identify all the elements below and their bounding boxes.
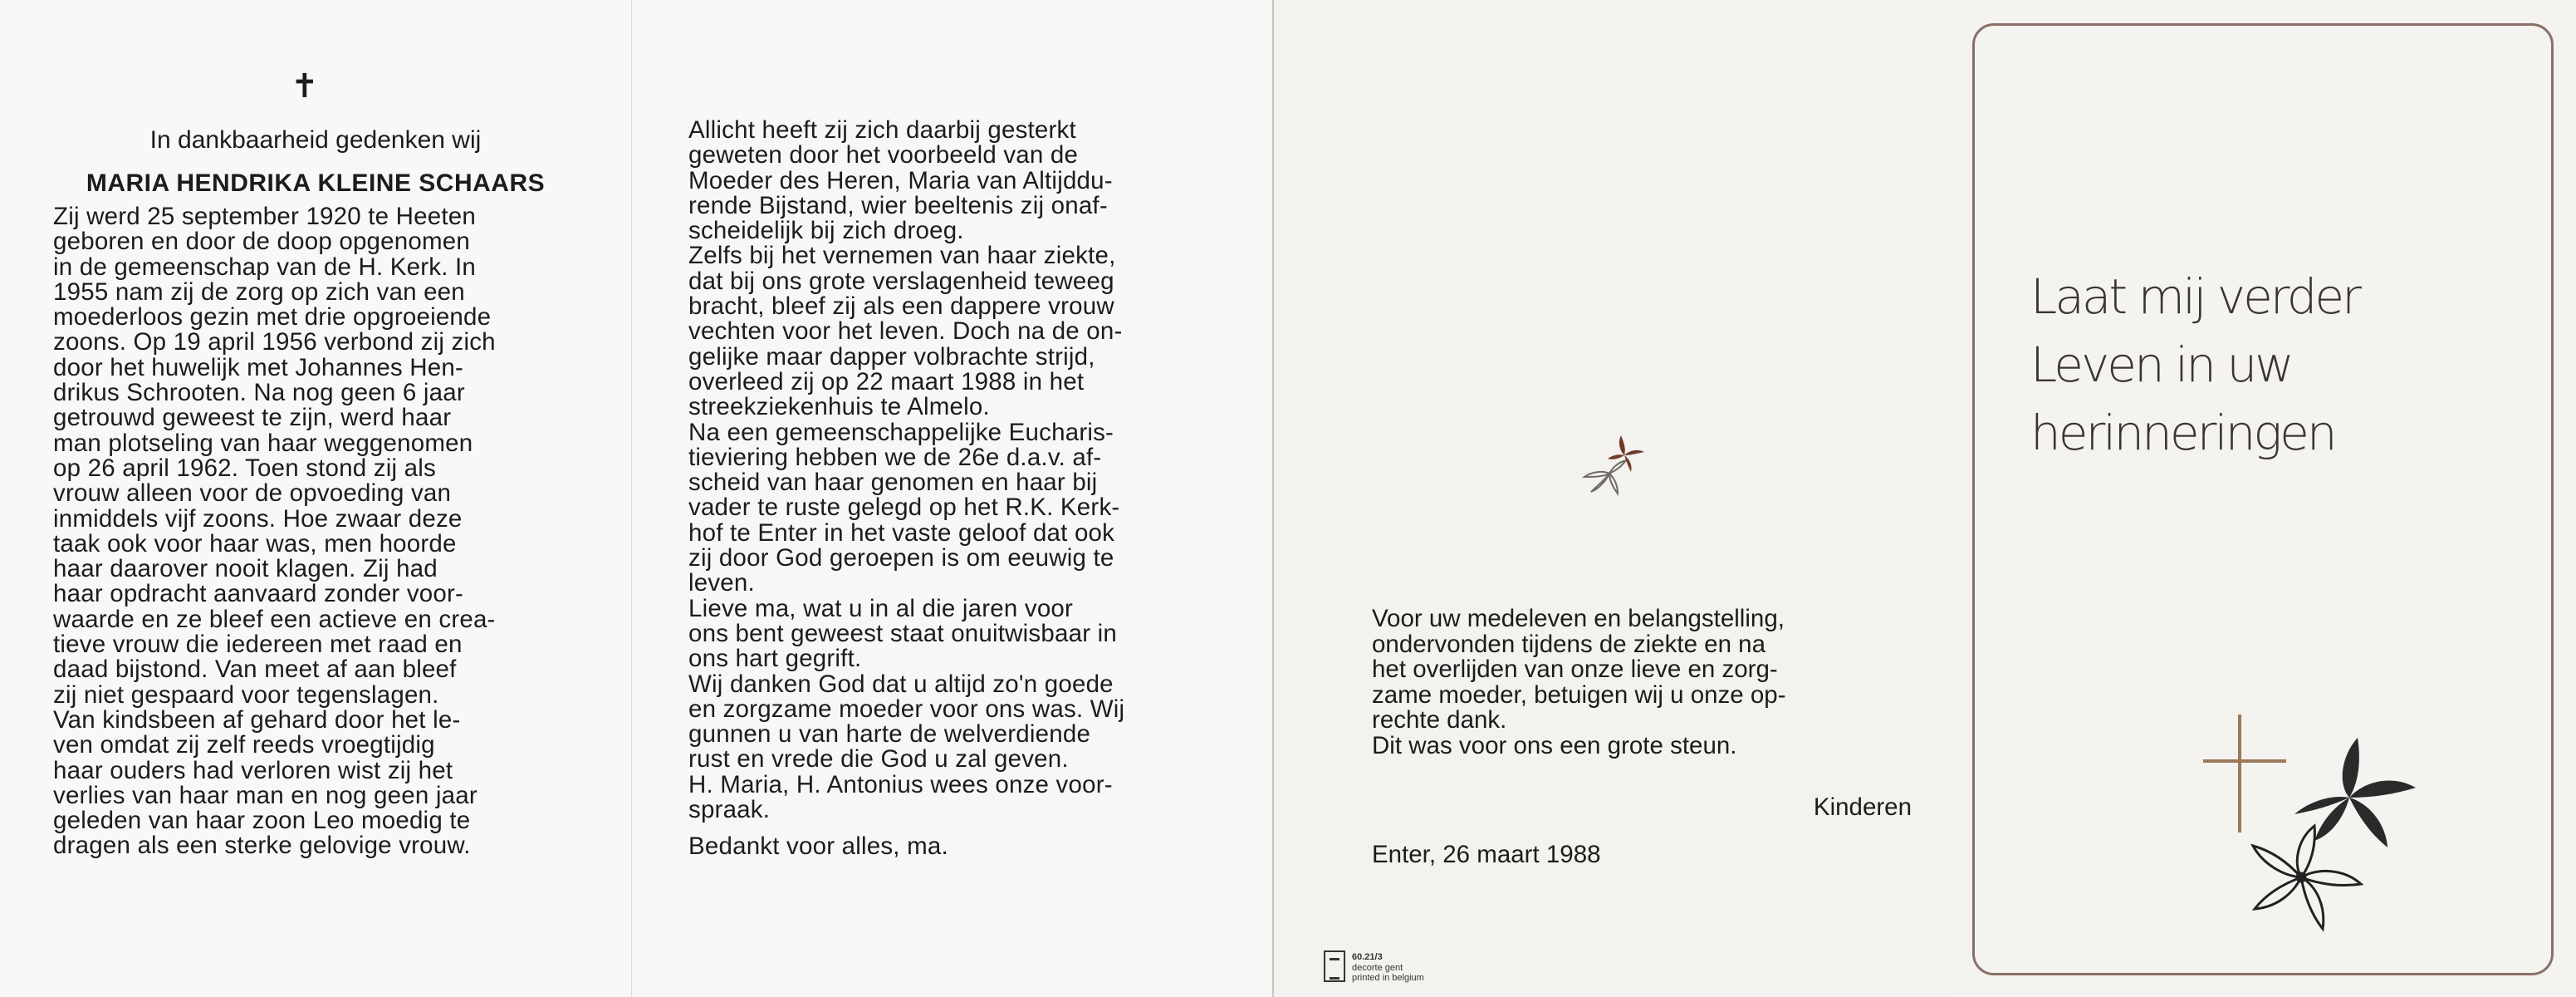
memorial-text	[688, 118, 1220, 860]
motto-line: Laat mij verder	[2030, 268, 2359, 325]
place-date: Enter, 26 maart 1988	[1372, 841, 1601, 868]
flower-icon	[2225, 731, 2457, 947]
biography-text	[53, 204, 575, 859]
memorial-paragraph: Na een gemeenschappelijke Eucharis- tieviering hebben we de 26e d.a.v. af- scheid van haar genomen en haar bij vader te ruste gelegd op het R.K. Kerk- hof te Enter in het vaste geloof dat ook zij door God geroepen is om eeuwig te leven.	[688, 418, 1120, 597]
memorial-paragraph: Bedankt voor alles, ma.	[688, 832, 948, 861]
motto-line: Leven in uw	[2030, 336, 2292, 393]
memorial-paragraph: Allicht heeft zij zich daarbij gesterkt geweten door het voorbeeld van de Moeder des Heren, Maria van Altijddu- rende Bijstand, wier beeltenis zij onaf- scheidelijk bij zich droeg.	[688, 116, 1113, 245]
motto-line: herinneringen	[2030, 405, 2335, 461]
memorial-paragraph: Lieve ma, wat u in al die jaren voor ons bent geweest staat onuitwisbaar in ons hart gegrift.	[688, 594, 1117, 673]
biography-paragraph: Zij werd 25 september 1920 te Heeten geboren en door de doop opgenomen in de gemeenschap van de H. Kerk. In 1955 nam zij de zorg op zich van een moederloos gezin met drie opgroeiende zoons. Op 19 april 1956 verbond zij zich door het huwelijk met Johannes Hen- drikus Schrooten. Na nog geen 6 jaar getrouwd geweest te zijn, werd haar man plotseling van haar weggenomen op 26 april 1962. Toen stond zij als vrouw alleen voor de opvoeding van inmiddels vijf zoons. Hoe zwaar deze taak ook voor haar was, men hoorde haar daarover nooit klagen. Zij had haar opdracht aanvaard zonder voor- waarde en ze bleef een actieve en crea- tieve vrouw die iedereen met raad en daad bijstond. Van meet af aan bleef zij niet gespaard voor tegenslagen.	[53, 203, 496, 709]
memorial-paragraph: H. Maria, H. Antonius wees onze voor- spraak.	[688, 770, 1113, 824]
printer-code: 60.21/3	[1352, 952, 1383, 962]
printer-name: decorte gent	[1352, 963, 1403, 973]
deceased-name: MARIA HENDRIKA KLEINE SCHAARS	[86, 169, 546, 197]
printer-mark	[1324, 947, 1440, 987]
front-cover	[1951, 0, 2576, 997]
printer-logo-icon	[1324, 950, 1345, 982]
thank-you-paragraph: Voor uw medeleven en belangstelling, ondervonden tijdens de ziekte en na het overlijden van onze lieve en zorg- zame moeder, betuigen wij u onze op- rechte dank. Dit was voor ons een grote steun.	[1372, 605, 1786, 759]
thank-you-text	[1372, 607, 1912, 759]
middle-page	[631, 0, 1273, 997]
motto	[2030, 263, 2462, 467]
left-page	[0, 0, 631, 997]
memorial-paragraph: Wij danken God dat u altijd zo'n goede en zorgzame moeder voor ons was. Wij gunnen u van harte de welverdiende rust en vrede die God u zal geven.	[688, 670, 1125, 774]
memorial-paragraph: Zelfs bij het vernemen van haar ziekte, dat bij ons grote verslagenheid teweeg bracht, bleef zij als een dappere vrouw vechten voor het leven. Doch na de on- gelijke maar dapper volbrachte strijd, overleed zij op 22 maart 1988 in het streekziekenhuis te Almelo.	[688, 242, 1123, 421]
small-flower-icon	[1574, 432, 1658, 498]
back-cover	[1272, 0, 1952, 997]
printer-note: printed in belgium	[1352, 973, 1424, 983]
cross-icon: ✝	[291, 68, 319, 105]
intro-line: In dankbaarheid gedenken wij	[149, 126, 482, 154]
signature: Kinderen	[1813, 793, 1912, 821]
biography-paragraph: Van kindsbeen af gehard door het le- ven omdat zij zelf reeds vroegtijdig haar ouders had verloren wist zij het verlies van haar man en nog geen jaar geleden van haar zoon Leo moedig te dragen als een sterke gelovige vrouw.	[53, 705, 477, 860]
